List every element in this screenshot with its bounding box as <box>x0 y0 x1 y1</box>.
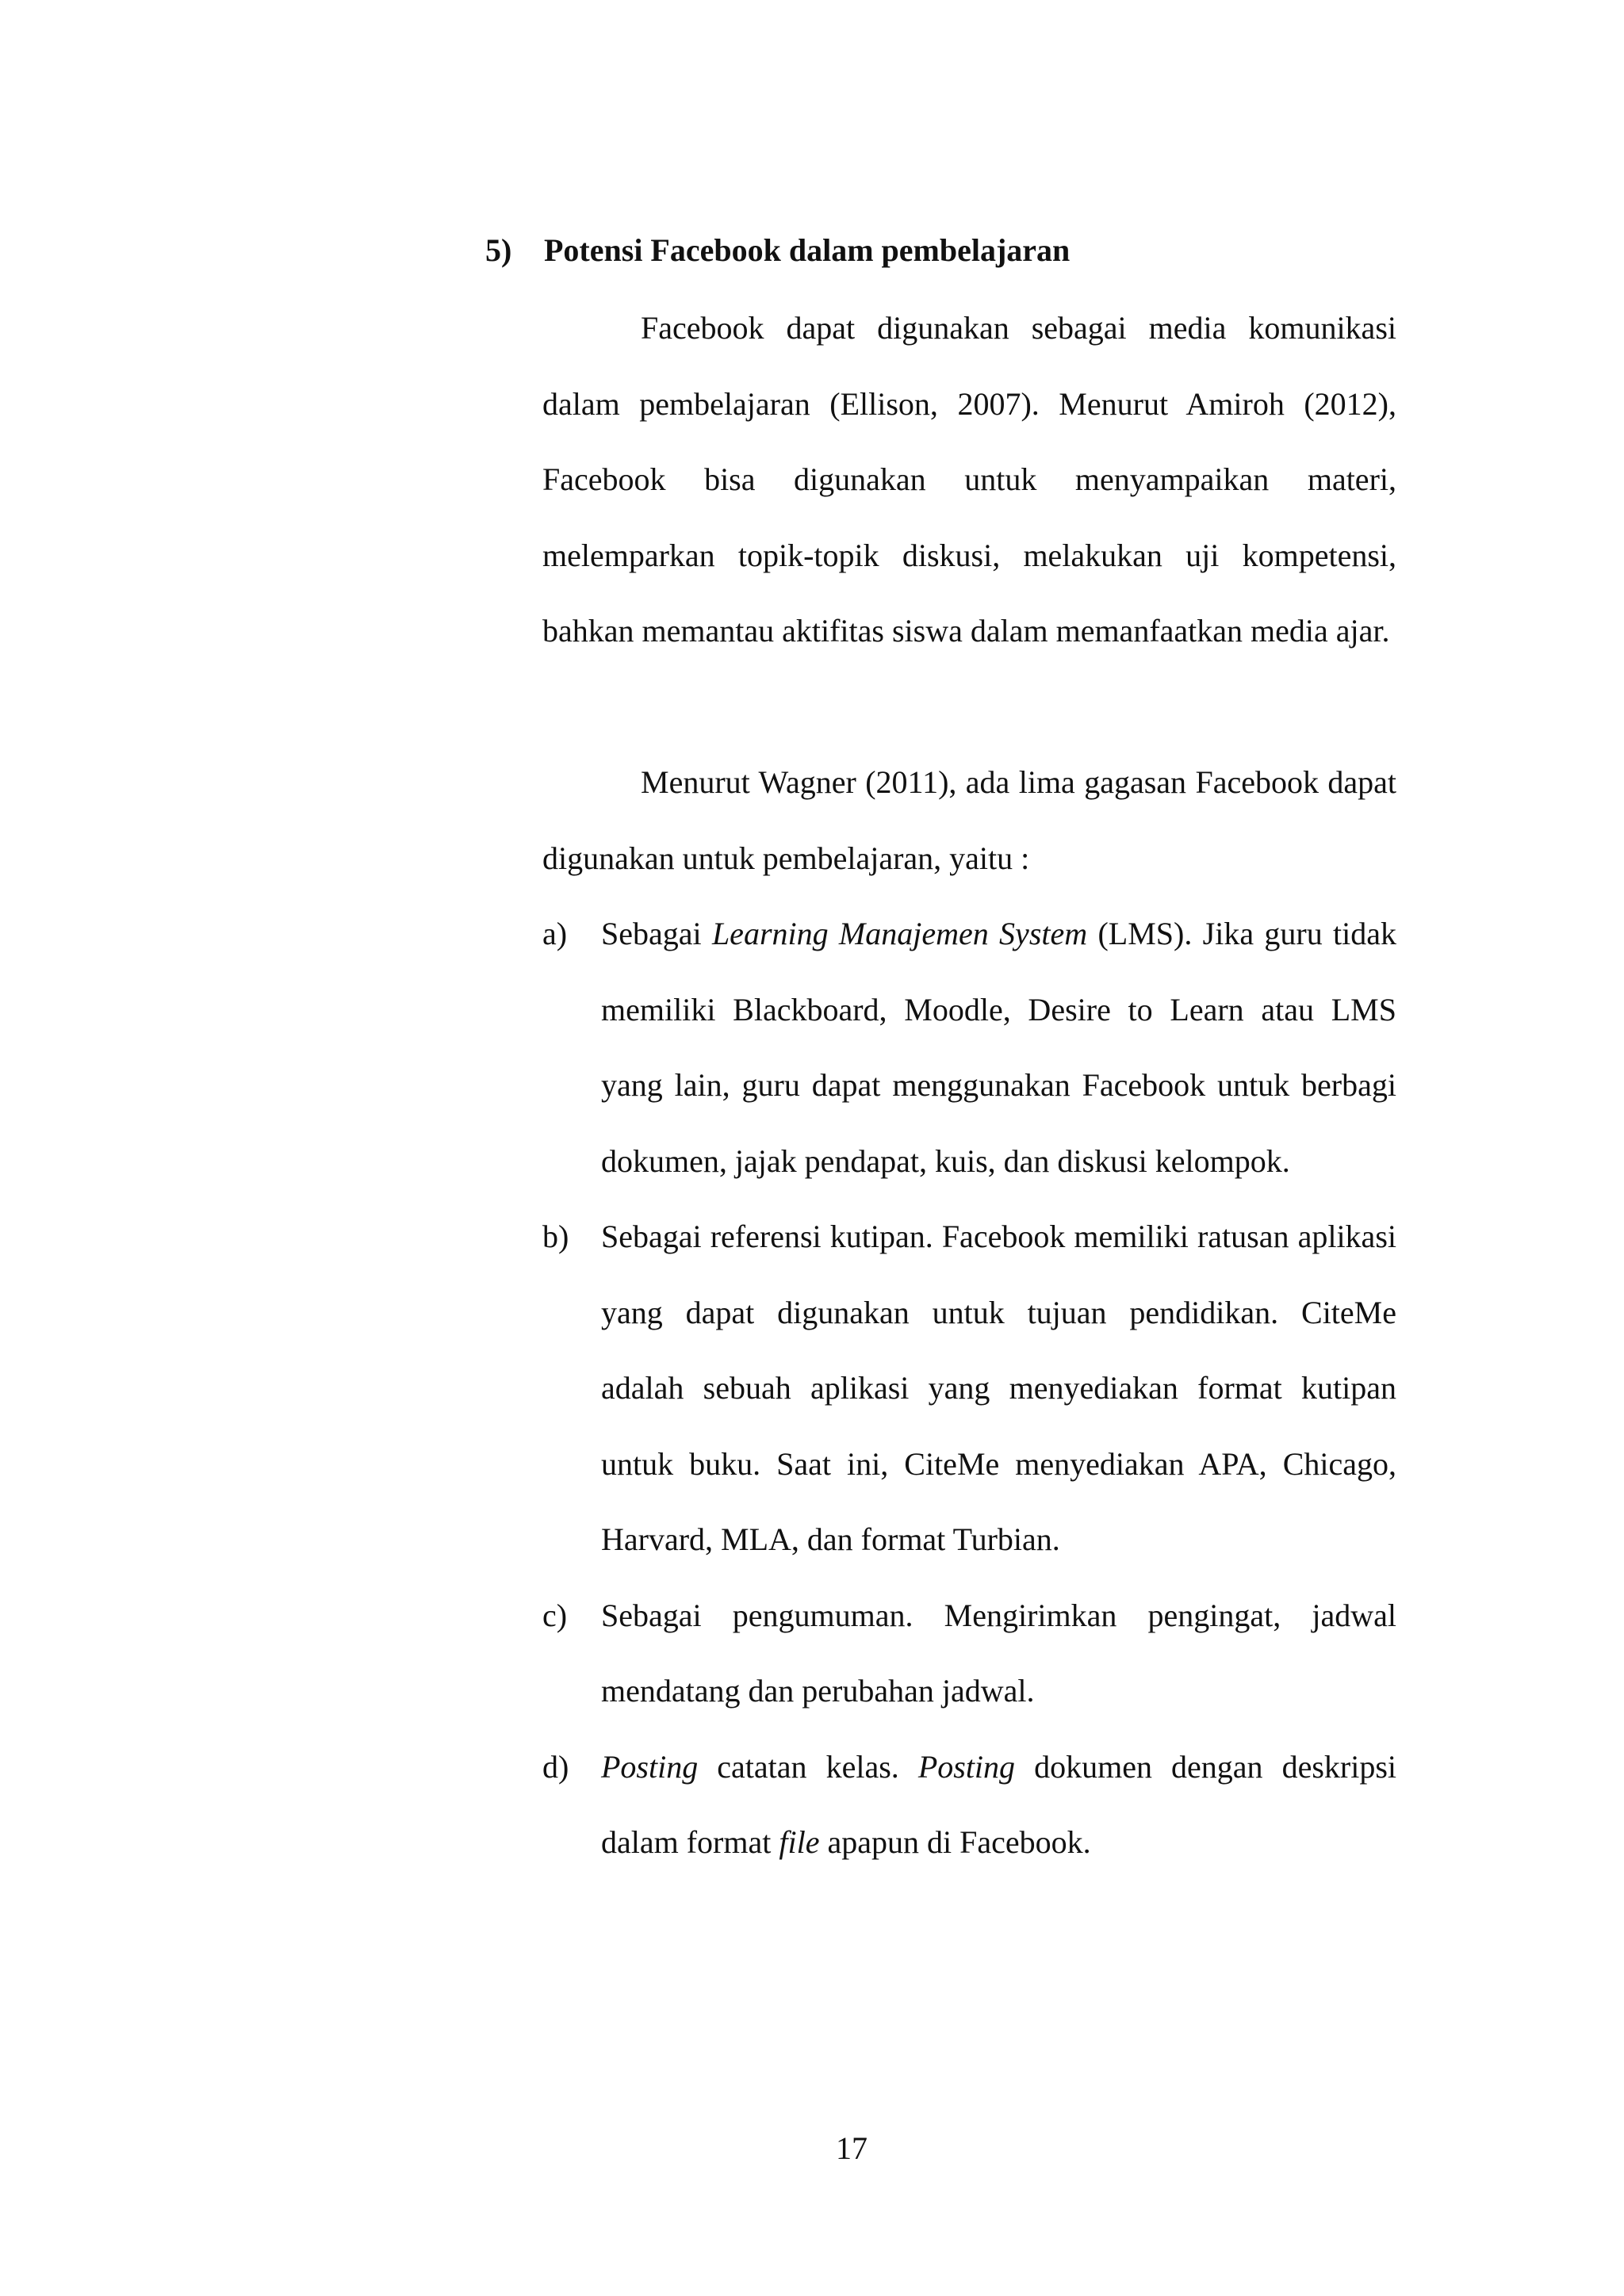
list-item-text: apapun di Facebook. <box>819 1824 1091 1860</box>
paragraph-wagner-ideas: Menurut Wagner (2011), ada lima gagasan Facebook dapat digunakan untuk pembelajaran, yaitu : <box>542 764 1396 876</box>
list-item-italic-term: Learning Manajemen System <box>711 916 1088 951</box>
list-item-italic-term: file <box>779 1824 820 1860</box>
list-item-posting <box>542 1729 1396 1881</box>
list-marker: a) <box>542 916 568 951</box>
list-item-text: catatan kelas. <box>698 1748 918 1785</box>
list-marker: c) <box>542 1597 568 1633</box>
list-item-text: Sebagai pengumuman. Mengirimkan pengingat, jadwal mendatang dan perubahan jadwal. <box>601 1597 1396 1709</box>
list-item-citation <box>542 1199 1396 1578</box>
list-item-italic-term: Posting <box>917 1748 1016 1785</box>
list-item-announcement <box>542 1578 1396 1729</box>
list-item-text: dokumen dengan deskripsi dalam format <box>601 1748 1396 1860</box>
page-number: 17 <box>836 2130 868 2166</box>
list-item-text: Sebagai referensi kutipan. Facebook memiliki ratusan aplikasi yang dapat digunakan untuk tujuan pendidikan. CiteMe adalah sebuah aplikasi yang menyediakan format kutipan untuk buku. Saat ini, CiteMe menyediakan APA, Chicago, Harvard, MLA, dan format Turbian. <box>601 1219 1396 1557</box>
section-number: 5) <box>485 232 512 268</box>
list-item-text: Sebagai <box>601 916 712 951</box>
ideas-list <box>542 896 1396 1881</box>
list-marker: b) <box>542 1219 569 1254</box>
section-heading <box>485 227 1397 274</box>
paragraph-facebook-media: Facebook dapat digunakan sebagai media komunikasi dalam pembelajaran (Ellison, 2007). Menurut Amiroh (2012), Facebook bisa digunakan untuk menyampaikan materi, melemparkan topik-topik diskusi, melakukan uji kompetensi, bahkan memantau aktifitas siswa dalam memanfaatkan media ajar. <box>542 310 1396 649</box>
list-item-italic-term: Posting <box>601 1748 699 1785</box>
list-item-lms <box>542 896 1396 1199</box>
list-item-text: (LMS). Jika guru tidak memiliki Blackboard, Moodle, Desire to Learn atau LMS yang lain, guru dapat menggunakan Facebook untuk berbagi dokumen, jajak pendapat, kuis, dan diskusi kelompok. <box>601 916 1396 1179</box>
list-marker: d) <box>542 1748 569 1785</box>
section-title: Potensi Facebook dalam pembelajaran <box>544 232 1071 268</box>
